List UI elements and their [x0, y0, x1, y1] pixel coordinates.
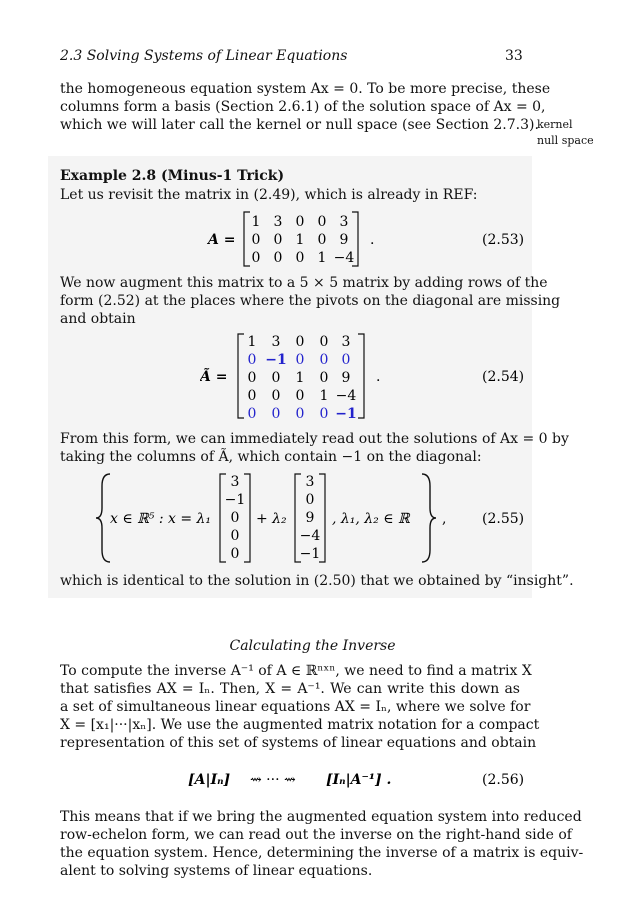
matrix-cell: 0 [230, 546, 240, 562]
eq4-left: [A|Iₙ] [188, 772, 231, 788]
eq1-number: (2.53) [482, 232, 525, 248]
matrix-cell: 0 [295, 214, 305, 230]
eq1-label: A = [208, 232, 236, 248]
final-line: This means that if we bring the augmented equation system into reduced [60, 809, 582, 825]
matrix-cell: 0 [273, 232, 283, 248]
matrix-cell: 0 [341, 352, 351, 368]
matrix-cell: 0 [271, 388, 281, 404]
intro-line: the homogeneous equation system Ax = 0. To be more precise, these [60, 81, 551, 97]
matrix-cell: 0 [295, 334, 305, 350]
set-left-brace [96, 474, 110, 562]
matrix-cell: 0 [319, 370, 329, 386]
matrix-cell: 0 [247, 388, 257, 404]
section-subheading: Calculating the Inverse [229, 638, 396, 654]
intro-paragraph [60, 80, 551, 134]
eq3-trail: , [442, 511, 447, 527]
matrix-cell: 0 [247, 406, 257, 422]
eq4-number: (2.56) [482, 772, 525, 788]
matrix-cell: 0 [273, 250, 283, 266]
eq2-right-bracket [358, 334, 364, 418]
matrix-cell: 0 [271, 406, 281, 422]
matrix-cell: −1 [335, 406, 357, 422]
augment-line: We now augment this matrix to a 5 × 5 matrix by adding rows of the [60, 275, 548, 291]
matrix-cell: 3 [273, 214, 283, 230]
matrix-cell: 0 [295, 406, 305, 422]
eq2-period: . [376, 369, 381, 385]
final-line: the equation system. Hence, determining the inverse of a matrix is equiv- [60, 845, 584, 861]
example-lead-line: Let us revisit the matrix in (2.49), which is already in REF: [60, 187, 478, 203]
matrix-cell: 3 [230, 474, 240, 490]
inverse-line: a set of simultaneous linear equations AX = Iₙ, where we solve for [60, 699, 531, 715]
eq4-arrows: ⇝ ··· ⇝ [250, 772, 296, 788]
final-paragraph [60, 808, 584, 880]
read-paragraph [60, 430, 569, 466]
eq3-set-left: x ∈ ℝ⁵ : x = λ₁ [110, 511, 212, 527]
matrix-cell: 3 [271, 334, 281, 350]
matrix-cell: 9 [341, 370, 351, 386]
equation-2-53 [200, 208, 530, 270]
set-right-brace [422, 474, 436, 562]
vec1-right-bracket [244, 474, 250, 562]
example-lead [60, 186, 520, 204]
read-line: taking the columns of Ã, which contain −1 on the diagonal: [60, 449, 482, 465]
margin-note-null-space: null space [537, 134, 594, 147]
matrix-cell: 0 [295, 388, 305, 404]
equation-2-56 [180, 764, 530, 794]
matrix-cell: −1 [224, 492, 246, 508]
eq2-left-bracket [238, 334, 244, 418]
eq4-right: [Iₙ|A⁻¹] . [326, 772, 392, 788]
read-line: From this form, we can immediately read out the solutions of Ax = 0 by [60, 431, 569, 447]
intro-line: which we will later call the kernel or null space (see Section 2.7.3). [60, 117, 539, 133]
matrix-cell: −1 [299, 546, 321, 562]
eq3-plus-lambda2: + λ₂ [256, 511, 287, 527]
matrix-cell: 0 [230, 510, 240, 526]
matrix-cell: −4 [299, 528, 321, 544]
matrix-cell: 0 [317, 214, 327, 230]
augment-paragraph [60, 274, 561, 328]
matrix-cell: −4 [333, 250, 355, 266]
augment-line: and obtain [60, 311, 136, 327]
matrix-cell: 3 [305, 474, 315, 490]
matrix-cell: 0 [247, 370, 257, 386]
eq1-left-bracket [244, 212, 250, 266]
matrix-cell: 0 [319, 334, 329, 350]
inverse-line: that satisfies AX = Iₙ. Then, X = A⁻¹. We can write this down as [60, 681, 520, 697]
intro-line: columns form a basis (Section 2.6.1) of the solution space of Ax = 0, [60, 99, 546, 115]
matrix-cell: 1 [295, 232, 305, 248]
example-title: Example 2.8 (Minus-1 Trick) [60, 168, 285, 184]
matrix-cell: 0 [251, 250, 261, 266]
running-header: 2.3 Solving Systems of Linear Equations [60, 48, 348, 64]
inverse-line: To compute the inverse A⁻¹ of A ∈ ℝⁿˣⁿ, we need to find a matrix X [60, 663, 532, 679]
matrix-cell: 1 [247, 334, 257, 350]
matrix-cell: 0 [230, 528, 240, 544]
matrix-cell: 0 [247, 352, 257, 368]
matrix-cell: 1 [317, 250, 327, 266]
matrix-cell: 1 [319, 388, 329, 404]
eq1-period: . [370, 232, 375, 248]
matrix-cell: 0 [295, 250, 305, 266]
matrix-cell: 3 [341, 334, 351, 350]
eq3-number: (2.55) [482, 511, 525, 527]
eq3-condition: , λ₁, λ₂ ∈ ℝ [332, 511, 410, 527]
inverse-line: X = [x₁|···|xₙ]. We use the augmented matrix notation for a compact [60, 717, 540, 733]
matrix-cell: 0 [295, 352, 305, 368]
matrix-cell: 0 [271, 370, 281, 386]
matrix-cell: 0 [319, 352, 329, 368]
matrix-cell: 1 [251, 214, 261, 230]
equation-2-55 [96, 470, 530, 566]
matrix-cell: 3 [339, 214, 349, 230]
margin-note-kernel: kernel [537, 118, 573, 131]
eq2-label: Ã = [200, 369, 228, 385]
augment-line: form (2.52) at the places where the pivots on the diagonal are missing [60, 293, 561, 309]
matrix-cell: 1 [295, 370, 305, 386]
matrix-cell: −1 [265, 352, 287, 368]
inverse-line: representation of this set of systems of linear equations and obtain [60, 735, 537, 751]
matrix-cell: 0 [305, 492, 315, 508]
inverse-paragraph [60, 662, 540, 752]
eq2-number: (2.54) [482, 369, 525, 385]
page-number: 33 [505, 48, 523, 64]
vec1-left-bracket [220, 474, 226, 562]
matrix-cell: 0 [251, 232, 261, 248]
closing-line: which is identical to the solution in (2.50) that we obtained by “insight”. [60, 573, 574, 589]
closing-paragraph [60, 572, 574, 590]
equation-2-54 [200, 330, 530, 422]
matrix-cell: 9 [339, 232, 349, 248]
matrix-cell: 9 [305, 510, 315, 526]
final-line: alent to solving systems of linear equations. [60, 863, 373, 879]
matrix-cell: 0 [317, 232, 327, 248]
final-line: row-echelon form, we can read out the inverse on the right-hand side of [60, 827, 572, 843]
matrix-cell: 0 [319, 406, 329, 422]
matrix-cell: −4 [335, 388, 357, 404]
